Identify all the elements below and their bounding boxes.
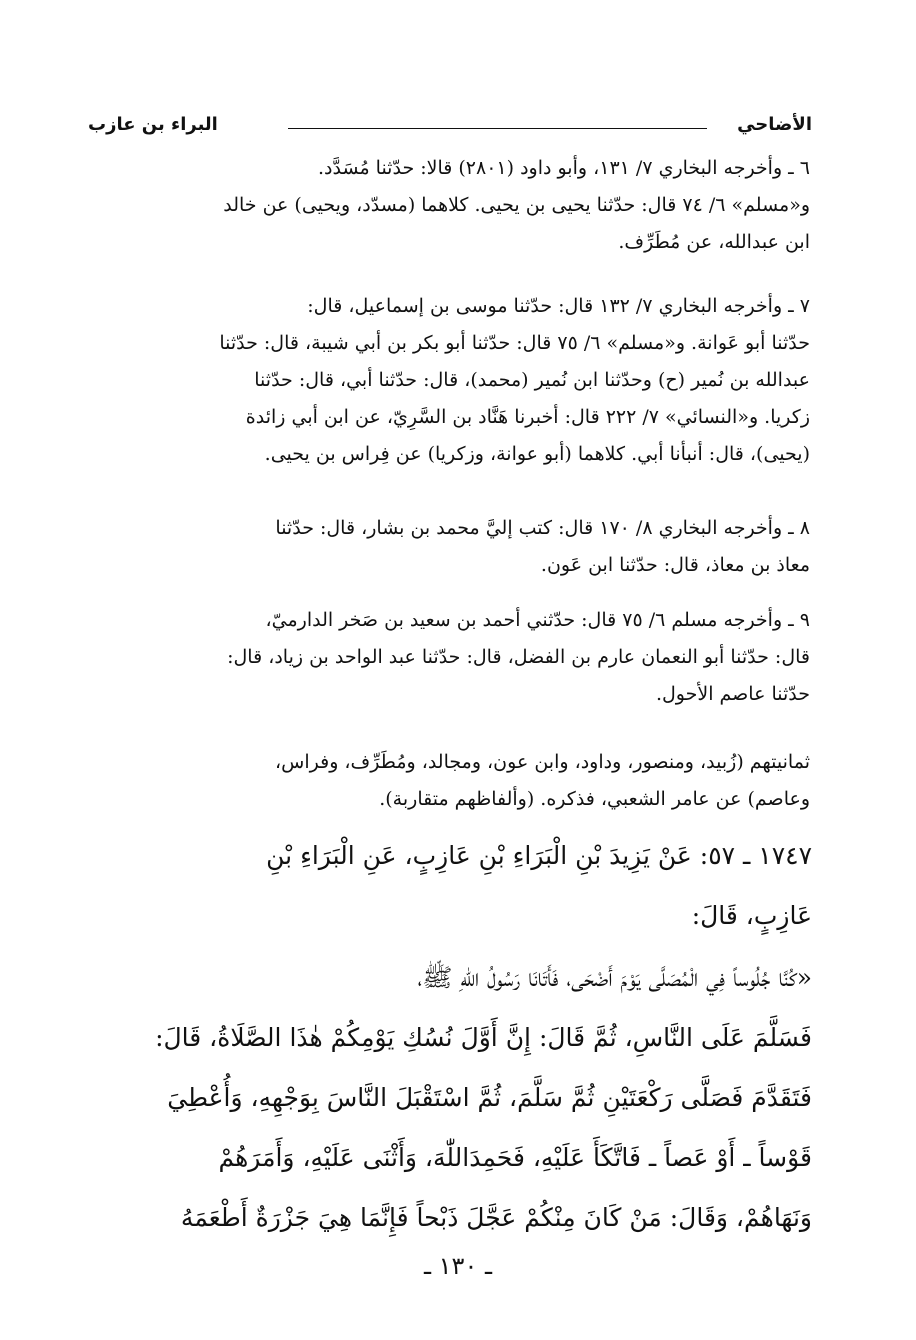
text-line: ٧ ـ وأخرجه البخاري ٧/ ١٣٢ قال: حدّثنا موسى بن إسماعيل، قال: <box>307 295 810 317</box>
text-line: ٩ ـ وأخرجه مسلم ٦/ ٧٥ قال: حدّثني أحمد بن سعيد بن صَخر الدارميّ، <box>265 609 810 631</box>
running-header <box>88 112 812 146</box>
footnote-paragraph-9 <box>94 602 810 713</box>
text-line: ابن عبدالله، عن مُطَرِّف. <box>618 231 810 253</box>
text-line: فَسَلَّمَ عَلَى النَّاسِ، ثُمَّ قَالَ: إِنَّ أَوَّلَ نُسُكِ يَوْمِكُمْ هٰذَا الصَّلَاةُ، قَالَ: <box>155 1023 812 1052</box>
text-line: عَازِبٍ، قَالَ: <box>691 901 812 930</box>
hadith-matn <box>90 948 812 1248</box>
page-number: ـ ١٣٠ ـ <box>423 1252 492 1280</box>
text-line: ١٧٤٧ ـ ٥٧: عَنْ يَزِيدَ بْنِ الْبَرَاءِ بْنِ عَازِبٍ، عَنِ الْبَرَاءِ بْنِ <box>266 841 812 870</box>
text-line: وعاصم) عن عامر الشعبي، فذكره. (وألفاظهم متقاربة). <box>379 788 810 810</box>
text-line: حدّثنا أبو عَوانة. و«مسلم» ٦/ ٧٥ قال: حدّثنا أبو بكر بن أبي شيبة، قال: حدّثنا <box>219 332 810 354</box>
text-line: وَنَهَاهُمْ، وَقَالَ: مَنْ كَانَ مِنْكُمْ عَجَّلَ ذَبْحاً فَإِنَّمَا هِيَ جَزْرَةٌ أَطْعَمَهُ <box>180 1203 812 1232</box>
text-line: ٦ ـ وأخرجه البخاري ٧/ ١٣١، وأبو داود (٢٨٠١) قالا: حدّثنا مُسَدَّد. <box>318 157 810 179</box>
text-line: زكريا. و«النسائي» ٧/ ٢٢٢ قال: أخبرنا هَنَّاد بن السَّرِيّ، عن ابن أبي زائدة <box>245 406 810 428</box>
text-line: (يحيى)، قال: أنبأنا أبي. كلاهما (أبو عوانة، وزكريا) عن فِراس بن يحيى. <box>264 443 810 465</box>
hadith-isnad <box>90 826 812 946</box>
footnote-paragraph-7 <box>94 288 810 473</box>
text-line: «كُنَّا جُلُوساً فِي الْمُصَلَّى يَوْمَ أَضْحَى، فَأَتَانَا رَسُولُ اللّٰهِ ﷺ، <box>417 963 812 992</box>
text-line: عبدالله بن نُمير (ح) وحدّثنا ابن نُمير (محمد)، قال: حدّثنا أبي، قال: حدّثنا <box>254 369 810 391</box>
text-line: معاذ بن معاذ، قال: حدّثنا ابن عَون. <box>540 554 810 576</box>
footnote-paragraph-6 <box>94 150 810 261</box>
text-line: و«مسلم» ٦/ ٧٤ قال: حدّثنا يحيى بن يحيى. كلاهما (مسدّد، ويحيى) عن خالد <box>223 194 810 216</box>
text-line: قَوْساً ـ أَوْ عَصاً ـ فَاتَّكَأَ عَلَيْهِ، فَحَمِدَاللّٰهَ، وَأَثْنَى عَلَيْهِ، وَأَمَرَهُمْ <box>218 1143 812 1172</box>
header-rule <box>288 128 707 129</box>
header-chapter-title: الأضاحي <box>737 114 812 135</box>
text-line: ثمانيتهم (زُبيد، ومنصور، وداود، وابن عون، ومجالد، ومُطَرِّف، وفراس، <box>275 751 810 773</box>
text-line: حدّثنا عاصم الأحول. <box>655 683 810 705</box>
text-line: ٨ ـ وأخرجه البخاري ٨/ ١٧٠ قال: كتب إليَّ محمد بن بشار، قال: حدّثنا <box>275 517 810 539</box>
text-line: قال: حدّثنا أبو النعمان عارم بن الفضل، قال: حدّثنا عبد الواحد بن زياد، قال: <box>227 646 810 668</box>
header-section-title: البراء بن عازب <box>88 114 218 135</box>
footnote-paragraph-8 <box>94 510 810 584</box>
text-line: فَتَقَدَّمَ فَصَلَّى رَكْعَتَيْنِ ثُمَّ سَلَّمَ، ثُمَّ اسْتَقْبَلَ النَّاسَ بِوَجْهِهِ، وَأُعْطِيَ <box>167 1083 812 1112</box>
summary-paragraph <box>94 744 810 818</box>
